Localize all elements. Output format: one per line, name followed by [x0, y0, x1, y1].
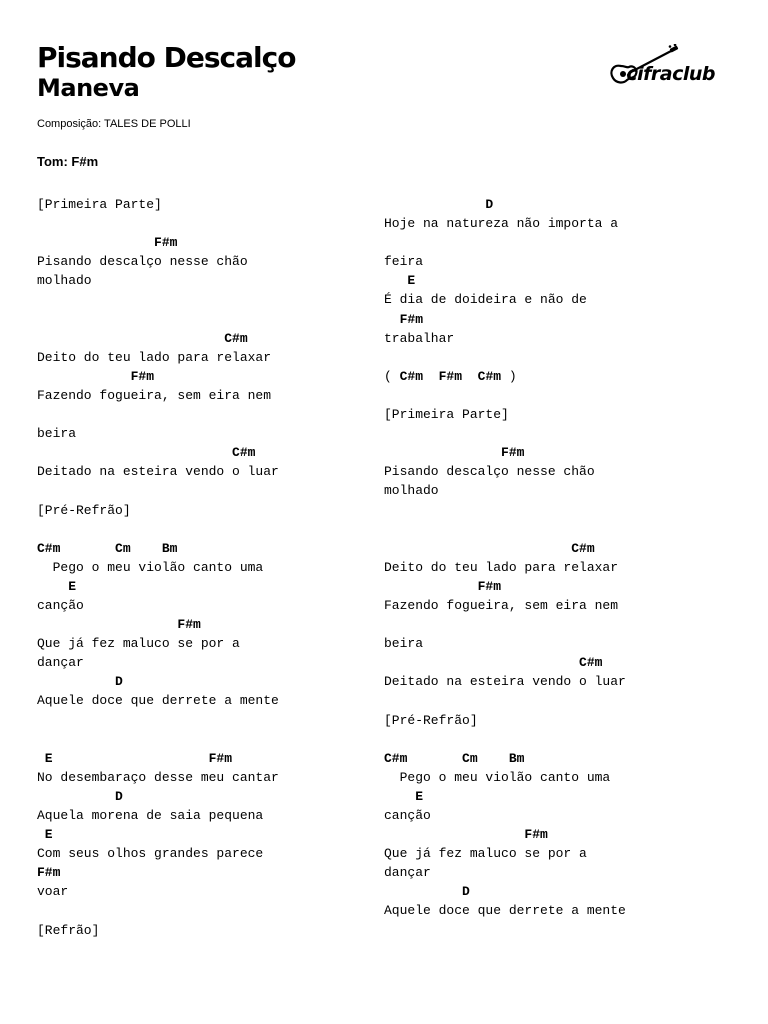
lyric-line: voar	[37, 884, 69, 900]
chord-line: D	[384, 884, 470, 900]
blank-line	[37, 901, 279, 920]
lyric-text: (	[384, 368, 400, 384]
chord-label: C#m	[477, 368, 502, 384]
lyric-line: Fazendo fogueira, sem eira nem	[384, 597, 619, 613]
lyrics-column-left	[37, 195, 279, 940]
lyric-line: beira	[37, 426, 77, 442]
logo-text: cifraclub	[626, 63, 715, 85]
lyric-text	[423, 369, 439, 384]
chord-line: C#m	[37, 445, 256, 461]
blank-line	[37, 481, 279, 500]
lyric-line: Que já fez maluco se por a	[384, 846, 587, 862]
blank-line	[384, 501, 626, 520]
lyric-line: [Pré-Refrão]	[384, 712, 478, 728]
chord-line: F#m	[37, 235, 178, 251]
song-key: Tom: F#m	[37, 154, 99, 169]
chord-line: C#m	[384, 540, 595, 556]
lyric-line: Pisando descalço nesse chão	[384, 464, 595, 480]
blank-line	[37, 290, 279, 309]
blank-line	[37, 711, 279, 730]
lyric-line: Pego o meu violão canto uma	[37, 559, 264, 575]
chord-label: C#m	[399, 368, 424, 384]
lyric-line: Pisando descalço nesse chão	[37, 254, 248, 270]
blank-line	[37, 520, 279, 539]
chord-line: F#m	[384, 578, 502, 594]
lyric-line: Que já fez maluco se por a	[37, 636, 240, 652]
blank-line	[384, 691, 626, 710]
lyric-line: molhado	[37, 273, 92, 289]
lyric-line: Aquele doce que derrete a mente	[384, 903, 626, 919]
guitar-icon	[607, 44, 719, 94]
lyric-text: )	[501, 368, 517, 384]
chord-line: E	[384, 788, 424, 804]
lyric-line: É dia de doideira e não de	[384, 292, 587, 308]
chord-line: E	[384, 273, 416, 289]
chord-line: E F#m	[37, 750, 233, 766]
cifraclub-logo	[607, 44, 719, 94]
lyric-line: beira	[384, 636, 424, 652]
blank-line	[384, 730, 626, 749]
lyric-line: Deitado na esteira vendo o luar	[37, 464, 279, 480]
lyric-line: molhado	[384, 483, 439, 499]
chord-line: E	[37, 578, 77, 594]
chord-label: F#m	[438, 368, 463, 384]
chord-line: C#m Cm Bm	[384, 750, 525, 766]
lyric-line	[384, 367, 626, 386]
lyric-line: Pego o meu violão canto uma	[384, 769, 611, 785]
lyric-line: Hoje na natureza não importa a	[384, 216, 619, 232]
lyrics-column-right	[384, 195, 626, 921]
blank-line	[384, 386, 626, 405]
lyric-line: canção	[384, 808, 431, 823]
lyric-line: Com seus olhos grandes parece	[37, 846, 264, 862]
lyric-line: Fazendo fogueira, sem eira nem	[37, 387, 272, 403]
lyric-line: trabalhar	[384, 330, 455, 346]
lyric-line: dançar	[384, 865, 431, 881]
blank-line	[37, 730, 279, 749]
lyric-line: feira	[384, 254, 424, 270]
chord-line: C#m Cm Bm	[37, 540, 178, 556]
song-title: Pisando Descalço	[37, 41, 296, 74]
blank-line	[384, 233, 626, 252]
lyric-line: No desembaraço desse meu cantar	[37, 769, 279, 785]
chord-line: C#m	[384, 655, 603, 671]
chord-line: F#m	[384, 445, 525, 461]
lyric-line: Aquela morena de saia pequena	[37, 808, 264, 823]
blank-line	[37, 310, 279, 329]
composer-credit: Composição: TALES DE POLLI	[37, 118, 191, 130]
lyric-line: Deito do teu lado para relaxar	[37, 349, 272, 365]
blank-line	[384, 424, 626, 443]
lyric-line: Deitado na esteira vendo o luar	[384, 674, 626, 690]
blank-line	[384, 520, 626, 539]
lyric-text	[462, 369, 478, 384]
chord-line: F#m	[37, 368, 155, 384]
chord-line: D	[37, 674, 123, 690]
lyric-line: dançar	[37, 655, 84, 671]
chord-line: D	[37, 788, 123, 804]
blank-line	[384, 615, 626, 634]
lyric-line: [Refrão]	[37, 922, 100, 938]
lyric-line: [Primeira Parte]	[37, 197, 162, 212]
blank-line	[37, 214, 279, 233]
lyric-line: [Primeira Parte]	[384, 407, 509, 423]
chord-line: F#m	[37, 865, 61, 881]
blank-line	[384, 348, 626, 367]
chord-line: C#m	[37, 330, 248, 346]
lyric-line: canção	[37, 597, 84, 613]
lyric-line: [Pré-Refrão]	[37, 502, 131, 518]
lyric-line: Deito do teu lado para relaxar	[384, 559, 619, 575]
blank-line	[37, 405, 279, 424]
chord-line: F#m	[384, 311, 424, 327]
lyric-line: Aquele doce que derrete a mente	[37, 693, 279, 709]
artist-name: Maneva	[37, 74, 140, 102]
chord-line: E	[37, 827, 53, 843]
chord-line: F#m	[384, 827, 548, 843]
chord-line: F#m	[37, 617, 201, 633]
chord-line: D	[384, 197, 494, 212]
